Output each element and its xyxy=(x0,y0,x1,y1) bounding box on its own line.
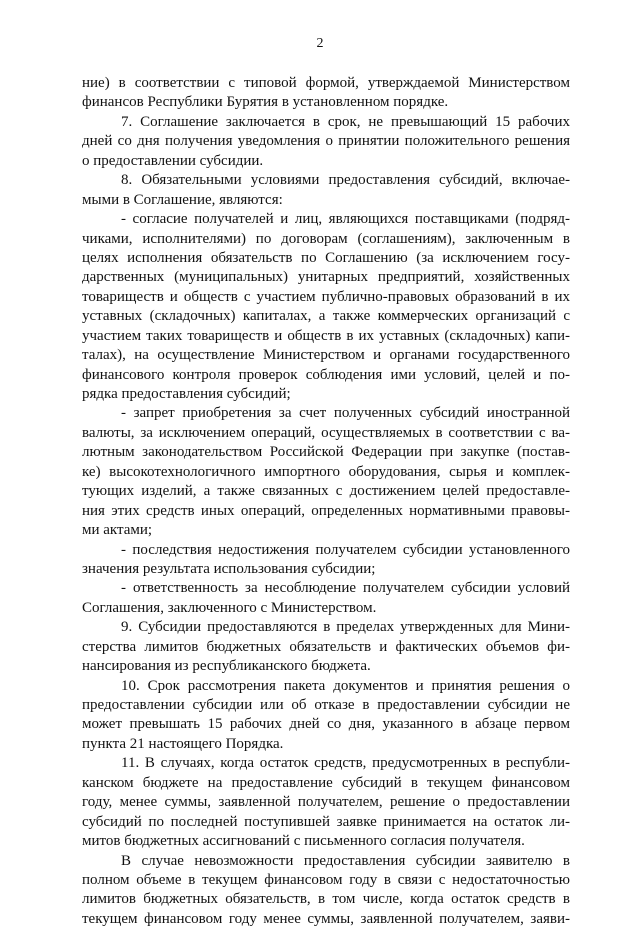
text-line: тующих изделий, а также связанных с достижением целей предоставле- xyxy=(82,483,570,500)
text-line: - последствия недостижения получателем субсидии установленного xyxy=(121,541,570,558)
text-line: 11. В случаях, когда остаток средств, предусмотренных в республи- xyxy=(121,755,570,772)
text-line: канском бюджете на предоставление субсидий в текущем финансовом xyxy=(82,774,570,791)
text-line: чиками, исполнителями) по договорам (соглашениям), заключенным в xyxy=(82,230,570,247)
text-line: митов бюджетных ассигнований с письменного согласия получателя. xyxy=(82,833,525,850)
text-line: году, менее суммы, заявленной получателем, решение о предоставлении xyxy=(82,794,570,811)
text-line: стерства лимитов бюджетных обязательств и фактических объемов фи- xyxy=(82,638,570,655)
text-line: полном объеме в текущем финансовом году в связи с недостаточностью xyxy=(82,871,570,888)
text-line: значения результата использования субсидии; xyxy=(82,560,376,577)
text-line: субсидий по последней поступившей заявке принимается на остаток ли- xyxy=(82,813,570,830)
text-line: 8. Обязательными условиями предоставления субсидий, включае- xyxy=(121,172,570,189)
text-line: - запрет приобретения за счет полученных субсидий иностранной xyxy=(121,405,570,422)
text-line: пункта 21 настоящего Порядка. xyxy=(82,735,284,752)
text-line: талах), на осуществление Министерством и органами государственного xyxy=(82,347,570,364)
text-line: валюты, за исключением операций, осуществляемых в соответствии с ва- xyxy=(82,424,570,441)
text-line: финансового контроля проверок соблюдения ими условий, целей и по- xyxy=(82,366,570,383)
text-line: участием таких товариществ и обществ в их уставных (складочных) капи- xyxy=(82,327,570,344)
text-line: о предоставлении субсидии. xyxy=(82,152,264,169)
text-line: финансов Республики Бурятия в установленном порядке. xyxy=(82,94,449,111)
text-line: нансирования из республиканского бюджета. xyxy=(82,658,371,675)
text-line: уставных (складочных) капиталах, а также коммерческих организаций с xyxy=(82,308,570,325)
text-line: ке) высокотехнологичного импортного оборудования, сырья и комплек- xyxy=(82,463,570,480)
text-line: дарственных (муниципальных) унитарных предприятий, хозяйственных xyxy=(82,269,570,286)
text-line: мыми в Соглашение, являются: xyxy=(82,191,283,208)
text-line: ния этих средств иных операций, определенных нормативными правовы- xyxy=(82,502,570,519)
document-body xyxy=(82,74,570,929)
text-line: В случае невозможности предоставления субсидии заявителю в xyxy=(121,852,570,869)
text-line: 9. Субсидии предоставляются в пределах утвержденных для Мини- xyxy=(121,619,570,636)
text-line: предоставлении субсидии или об отказе в предоставлении субсидии не xyxy=(82,697,570,713)
text-line: ми актами; xyxy=(82,522,153,539)
text-line: 7. Соглашение заключается в срок, не превышающий 15 рабочих xyxy=(121,113,570,130)
text-line: целях исполнения обязательств по Соглашению (за исключением госу- xyxy=(82,249,570,266)
text-line: 10. Срок рассмотрения пакета документов и принятия решения о xyxy=(121,677,570,694)
text-line: - ответственность за несоблюдение получателем субсидии условий xyxy=(121,580,570,597)
text-line: лютным законодательством Российской Федерации при закупке (постав- xyxy=(82,444,570,461)
text-line: может превышать 15 рабочих дней со дня, указанного в абзаце первом xyxy=(82,716,570,733)
text-line: - согласие получателей и лиц, являющихся поставщиками (подряд- xyxy=(121,211,570,228)
text-line: Соглашения, заключенного с Министерством. xyxy=(82,599,377,616)
text-line: дней со дня получения уведомления о принятии положительного решения xyxy=(82,133,570,150)
text-line: ние) в соответствии с типовой формой, утверждаемой Министерством xyxy=(82,75,570,91)
text-line: текущем финансовом году менее суммы, заявленной получателем, заяви- xyxy=(82,910,570,927)
text-line: товариществ и обществ с участием публично-правовых образований в их xyxy=(82,288,570,305)
text-line: рядка предоставления субсидий; xyxy=(82,386,291,402)
page-number: 2 xyxy=(316,36,324,51)
text-line: лимитов бюджетных обязательств, в том числе, когда остаток средств в xyxy=(82,891,570,908)
